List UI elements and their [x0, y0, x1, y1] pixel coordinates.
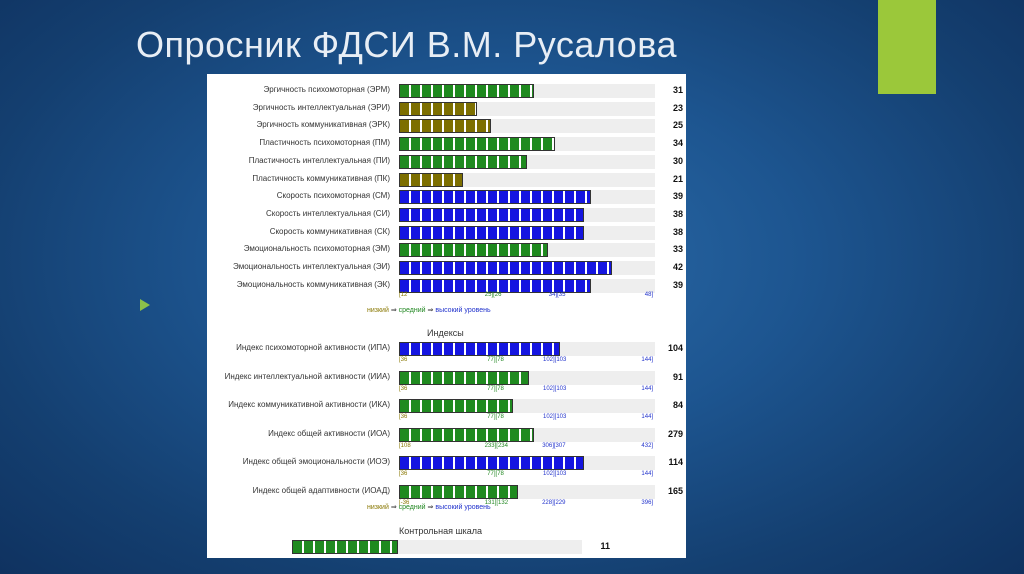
- bar: [399, 84, 534, 98]
- bar-value: 30: [672, 155, 683, 166]
- scales-legend: [367, 306, 491, 314]
- scale-tick-label: [-36: [399, 499, 410, 506]
- scale-tick-label: 233][234: [484, 442, 508, 449]
- bar-label: Индекс общей активности (ИОА): [268, 428, 390, 438]
- bar: [399, 342, 560, 356]
- bar-value: 38: [672, 226, 683, 237]
- bar-value: 23: [672, 102, 683, 113]
- bar: [399, 137, 555, 151]
- bar: [399, 155, 527, 169]
- bar-row: [207, 398, 686, 415]
- bar: [399, 371, 529, 385]
- bar-label: Индекс общей эмоциональности (ИОЭ): [242, 457, 390, 466]
- bar: [399, 261, 612, 275]
- legend-arrow: ⇒: [390, 307, 397, 314]
- bar-value: 21: [672, 173, 683, 184]
- legend-arrow: ⇒: [390, 504, 397, 511]
- control-scale-title: Контрольная шкала: [399, 526, 483, 536]
- bar-value: 279: [667, 428, 683, 439]
- bar-row: [207, 225, 686, 242]
- bar-label: Пластичность интеллектуальная (ПИ): [248, 155, 390, 165]
- scale-tick-label: 144]: [641, 471, 654, 477]
- scale-tick-label: [36: [399, 385, 408, 392]
- scale-tick-label: 102][103: [543, 414, 567, 420]
- bar-value: 31: [672, 85, 683, 95]
- bar-track: [399, 428, 655, 442]
- bar-track: [399, 485, 655, 499]
- scale-tick-label: 48]: [644, 292, 654, 298]
- bar-value: 33: [672, 244, 683, 255]
- bar-row: [207, 455, 686, 472]
- bar-row: [207, 101, 686, 118]
- bar-value: 91: [672, 371, 683, 382]
- bar: [399, 173, 463, 187]
- bar-value: 34: [672, 138, 683, 149]
- legend-arrow: ⇒: [427, 307, 434, 314]
- scale-tick-label: [12: [399, 292, 408, 298]
- bar-row: [207, 341, 686, 358]
- scale-tick-label: 144]: [641, 385, 654, 392]
- bar-label: Эмоциональность психомоторная (ЭМ): [243, 244, 390, 254]
- scale-tick-label: 228][229: [542, 499, 566, 506]
- bar-track: [399, 208, 655, 222]
- bar-row: [207, 278, 686, 295]
- bar-value: 84: [672, 400, 683, 410]
- bar: [399, 243, 548, 257]
- scale-tick-label: 144]: [641, 414, 654, 420]
- bar-label: Пластичность психомоторная (ПМ): [259, 138, 390, 148]
- bar-track: [399, 226, 655, 240]
- bar-row: [207, 370, 686, 387]
- scale-tick-label: [36: [399, 471, 408, 477]
- legend-low: низкий: [367, 307, 389, 314]
- bar-row: [207, 154, 686, 171]
- bar-label: Скорость коммуникативная (СК): [269, 226, 390, 236]
- bar-track: [399, 399, 655, 413]
- bar: [399, 428, 534, 442]
- bar-track: [399, 102, 655, 116]
- bar-label: Эмоциональность интеллектуальная (ЭИ): [233, 262, 390, 271]
- scale-tick-label: 77][78: [487, 385, 504, 392]
- legend-mid: средний: [398, 504, 426, 511]
- scale-tick-label: 396]: [641, 499, 654, 506]
- bar-row: [207, 172, 686, 189]
- scale-tick-label: 77][78: [487, 414, 504, 420]
- bar-value: 25: [672, 120, 683, 131]
- bar-value: 38: [672, 208, 683, 219]
- bar-value: 104: [667, 343, 683, 353]
- bar-row: [207, 427, 686, 444]
- bar-track: [399, 261, 655, 275]
- bar: [292, 540, 398, 554]
- bar-track: [292, 540, 582, 554]
- bar-label: Эргичность психомоторная (ЭРМ): [263, 85, 390, 94]
- bar: [399, 279, 591, 293]
- bar-track: [399, 84, 655, 98]
- bar-row: [207, 484, 686, 501]
- bar-row: [207, 242, 686, 259]
- bar-label: Индекс психомоторной активности (ИПА): [236, 343, 390, 352]
- bar-value: 165: [667, 485, 683, 496]
- bar-value: 114: [668, 457, 683, 467]
- scale-tick-label: [108: [399, 442, 411, 449]
- scale-tick-label: 77][78: [487, 357, 504, 363]
- bar: [399, 226, 584, 240]
- bar-label: Эргичность коммуникативная (ЭРК): [256, 120, 390, 130]
- scale-tick-label: 102][103: [543, 385, 567, 392]
- legend-mid: средний: [398, 307, 426, 314]
- bar: [399, 399, 513, 413]
- bar-value: 42: [672, 262, 683, 272]
- indices-legend: [367, 503, 491, 511]
- bar: [399, 102, 477, 116]
- bar-label: Пластичность коммуникативная (ПК): [252, 173, 390, 183]
- bar-label: Индекс общей адаптивности (ИОАД): [252, 485, 390, 495]
- bar: [399, 456, 584, 470]
- bar-label: Скорость психомоторная (СМ): [276, 191, 390, 201]
- bar-track: [399, 342, 655, 356]
- scale-tick-label: 25][26: [484, 292, 502, 298]
- bar-row: [207, 207, 686, 224]
- bar-row: [207, 118, 686, 135]
- bar-track: [399, 279, 655, 293]
- indices-title: Индексы: [427, 328, 464, 338]
- bar-track: [399, 371, 655, 385]
- scale-tick-label: 77][78: [487, 471, 504, 477]
- legend-arrow: ⇒: [427, 504, 434, 511]
- scale-tick-label: 432]: [641, 442, 654, 449]
- bar-row: [207, 136, 686, 153]
- bar-track: [399, 137, 655, 151]
- bar-value: 39: [672, 191, 683, 202]
- legend-high: высокий уровень: [435, 504, 491, 511]
- accent-block: [878, 0, 936, 94]
- bar-value: 11: [600, 541, 610, 551]
- bar-row: [207, 260, 686, 277]
- scale-tick-label: [36: [399, 414, 408, 420]
- bar-track: [399, 155, 655, 169]
- bar-label: Эргичность интеллектуальная (ЭРИ): [252, 102, 390, 112]
- chart-panel: [207, 74, 686, 558]
- bar-track: [399, 243, 655, 257]
- scale-tick-label: 131][132: [484, 499, 509, 506]
- bar: [399, 485, 518, 499]
- bar-label: Индекс коммуникативной активности (ИКА): [228, 400, 390, 409]
- bar-track: [399, 190, 655, 204]
- scale-tick-label: 144]: [641, 357, 654, 363]
- bar-row: [207, 539, 686, 556]
- bar-track: [399, 456, 655, 470]
- bar-value: 39: [672, 279, 683, 290]
- arrow-icon: [140, 299, 150, 311]
- scale-tick-label: 102][103: [543, 471, 567, 477]
- bar-label: Индекс интеллектуальной активности (ИИА): [224, 371, 390, 381]
- bar-track: [399, 119, 655, 133]
- bar-label: Скорость интеллектуальная (СИ): [265, 208, 390, 218]
- bar-track: [399, 173, 655, 187]
- slide-title: Опросник ФДСИ В.М. Русалова: [136, 24, 678, 65]
- scale-tick-label: [36: [399, 357, 408, 363]
- legend-high: высокий уровень: [435, 307, 491, 314]
- scale-tick-label: 102][103: [543, 357, 567, 363]
- legend-low: низкий: [367, 504, 389, 511]
- scale-tick-label: 34][35: [548, 292, 566, 298]
- bar: [399, 190, 591, 204]
- bar-row: [207, 83, 686, 100]
- bar-label: Эмоциональность коммуникативная (ЭК): [236, 279, 390, 289]
- bar-row: [207, 189, 686, 206]
- bar: [399, 119, 491, 133]
- scale-tick-label: 306][307: [542, 442, 566, 449]
- bar: [399, 208, 584, 222]
